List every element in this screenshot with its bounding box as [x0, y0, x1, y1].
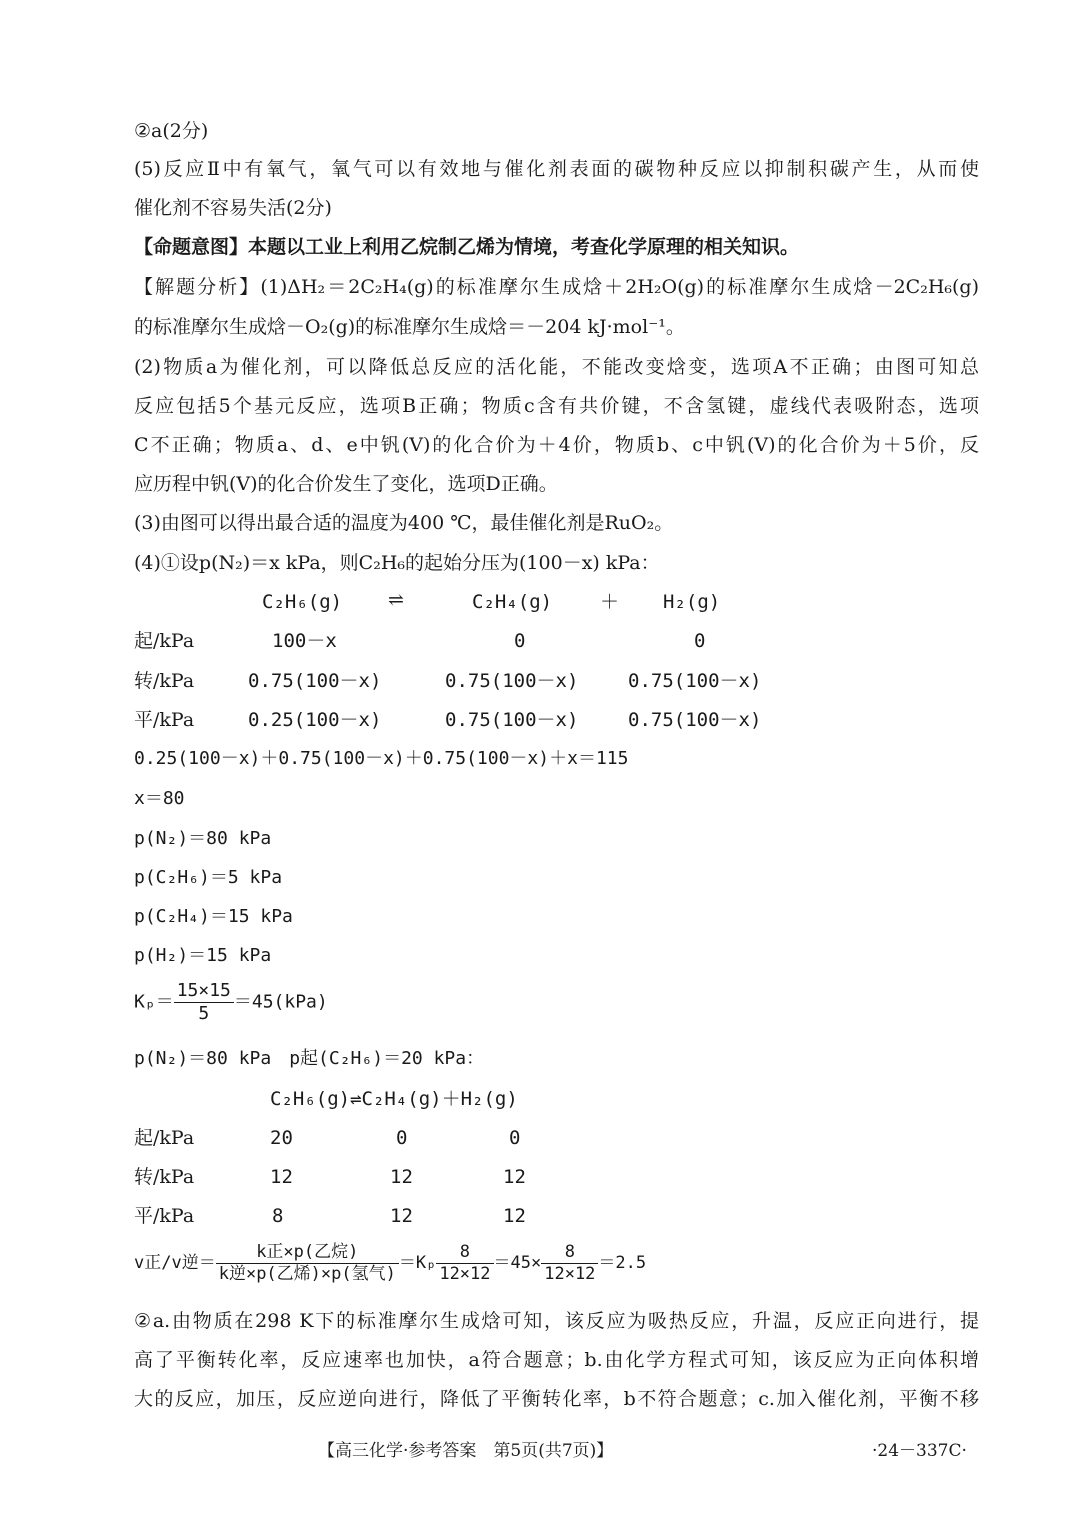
- t1-head-c2h4: C₂H₄(g): [472, 591, 553, 613]
- kp-lhs: Kₚ＝: [134, 991, 174, 1013]
- t1-cell: 0.75(100－x): [628, 709, 762, 731]
- footer-page-info: 【高三化学·参考答案 第5页(共7页)】: [318, 1441, 614, 1461]
- frac-den-12x12b: 12×12: [544, 1264, 596, 1284]
- frac-num-8b: 8: [541, 1244, 598, 1264]
- line-analysis-2b: 反应包括5个基元反应，选项B正确；物质c含有共价键，不含氢键，虚线代表吸附态，选项: [134, 395, 979, 417]
- t1-head-c2h6: C₂H₆(g): [262, 591, 343, 613]
- line-q5-cont: 催化剂不容易失活(2分): [134, 197, 332, 219]
- t1-cell: 0: [514, 630, 526, 652]
- t2-cell: 12: [503, 1205, 526, 1227]
- line-analysis-2a: (2)物质a为催化剂，可以降低总反应的活化能，不能改变焓变，选项A不正确；由图可知总: [134, 356, 979, 378]
- rate-ratio-result: ＝2.5: [598, 1253, 647, 1273]
- frac-num-8: 8: [436, 1244, 493, 1264]
- t1-cell: 0.75(100－x): [445, 670, 579, 692]
- kp-rhs: ＝45(kPa): [233, 991, 328, 1013]
- line-analysis-1-cont: 的标准摩尔生成焓－O₂(g)的标准摩尔生成焓＝－204 kJ·mol⁻¹。: [134, 316, 685, 338]
- kp-numerator: 15×15: [174, 982, 234, 1003]
- line-4-2b: 高了平衡转化率，反应速率也加快，a符合题意；b.由化学方程式可知，该反应为正向体积增: [134, 1349, 979, 1371]
- frac-den-12x12: 12×12: [439, 1264, 491, 1284]
- t1-cell: 0.75(100－x): [248, 670, 382, 692]
- rate-ratio-denominator: k逆×p(乙烯)×p(氢气): [218, 1264, 396, 1284]
- t2-cell: 12: [270, 1166, 293, 1188]
- t1-cell: 0.75(100－x): [445, 709, 579, 731]
- t1-row-label: 平/kPa: [134, 709, 195, 731]
- t1-cell: 0.25(100－x): [248, 709, 382, 731]
- rate-ratio-v: v正/v逆: [134, 1253, 199, 1273]
- line-4-2a: ②a.由物质在298 K下的标准摩尔生成焓可知，该反应为吸热反应，升温，反应正向进行，提: [134, 1310, 979, 1332]
- pressure-h2: p(H₂)＝15 kPa: [134, 945, 272, 966]
- t2-cell: 12: [390, 1205, 413, 1227]
- t2-cell: 0: [509, 1127, 521, 1149]
- t1-head-h2: H₂(g): [663, 591, 721, 613]
- pressure-c2h4: p(C₂H₄)＝15 kPa: [134, 906, 293, 927]
- t1-row-label: 起/kPa: [134, 630, 195, 652]
- pressure-n2: p(N₂)＝80 kPa: [134, 828, 272, 849]
- line-analysis-4: (4)①设p(N₂)＝x kPa，则C₂H₆的起始分压为(100－x) kPa：: [134, 552, 660, 574]
- t2-cell: 20: [270, 1127, 293, 1149]
- line-analysis-3: (3)由图可以得出最合适的温度为400 ℃，最佳催化剂是RuO₂。: [134, 512, 674, 534]
- t1-head-plus: ＋: [600, 591, 620, 613]
- line-q5: (5)反应Ⅱ中有氧气，氧气可以有效地与催化剂表面的碳物种反应以抑制积碳产生，从而使: [134, 158, 979, 180]
- t1-cell: 0.75(100－x): [628, 670, 762, 692]
- t2-cell: 0: [396, 1127, 408, 1149]
- kp-expression: [134, 982, 328, 1023]
- line-analysis-2d: 应历程中钒(V)的化合价发生了变化，选项D正确。: [134, 473, 558, 495]
- line-analysis-2c: C不正确；物质a、d、e中钒(V)的化合价为＋4价，物质b、c中钒(V)的化合价为＋5价，反: [134, 434, 979, 456]
- footer-code: ·24－337C·: [872, 1441, 967, 1461]
- rate-ratio-kp: ＝Kₚ: [398, 1253, 437, 1273]
- t1-row-label: 转/kPa: [134, 670, 195, 692]
- rate-ratio-45: ＝45×: [493, 1253, 542, 1273]
- t1-cell: 100－x: [272, 630, 337, 652]
- line-4-2c: 大的反应，加压，反应逆向进行，降低了平衡转化率，b不符合题意；c.加入催化剂，平衡不移: [134, 1388, 979, 1410]
- t1-head-arrow: ⇌: [388, 589, 404, 611]
- rate-ratio-expression: v正/v逆＝ $\frac{\text{k正×p(乙烷)}}{\text{k逆×p(乙烯)×p(氢气)}}$ ＝Kₚ $\frac{8}{12\times 12}$ ＝45× $\frac{8}{12\times 12}$ ＝2.5: [134, 1242, 647, 1284]
- t2-cell: 8: [272, 1205, 284, 1227]
- rate-ratio-numerator: k正×p(乙烷): [216, 1244, 399, 1264]
- t2-row-label: 平/kPa: [134, 1205, 195, 1227]
- t2-equation: C₂H₆(g)⇌C₂H₄(g)＋H₂(g): [270, 1088, 518, 1110]
- t2-cell: 12: [503, 1166, 526, 1188]
- pressure-c2h6: p(C₂H₆)＝5 kPa: [134, 867, 283, 888]
- t2-row-label: 转/kPa: [134, 1166, 195, 1188]
- t2-row-label: 起/kPa: [134, 1127, 195, 1149]
- pressure-line-2: p(N₂)＝80 kPa p起(C₂H₆)＝20 kPa：: [134, 1048, 485, 1069]
- line-analysis-1: 【解题分析】(1)ΔH₂＝2C₂H₄(g)的标准摩尔生成焓＋2H₂O(g)的标准摩尔生成焓－2C₂H₆(g): [134, 276, 979, 298]
- t1-cell: 0: [694, 630, 706, 652]
- sum-equation: 0.25(100－x)＋0.75(100－x)＋0.75(100－x)＋x＝115: [134, 748, 629, 769]
- kp-denominator: 5: [198, 1003, 210, 1024]
- t2-cell: 12: [390, 1166, 413, 1188]
- line-intent: 【命题意图】本题以工业上利用乙烷制乙烯为情境，考查化学原理的相关知识。: [134, 236, 800, 258]
- x-equation: x＝80: [134, 788, 185, 809]
- line-answer-2a: ②a(2分): [134, 120, 209, 142]
